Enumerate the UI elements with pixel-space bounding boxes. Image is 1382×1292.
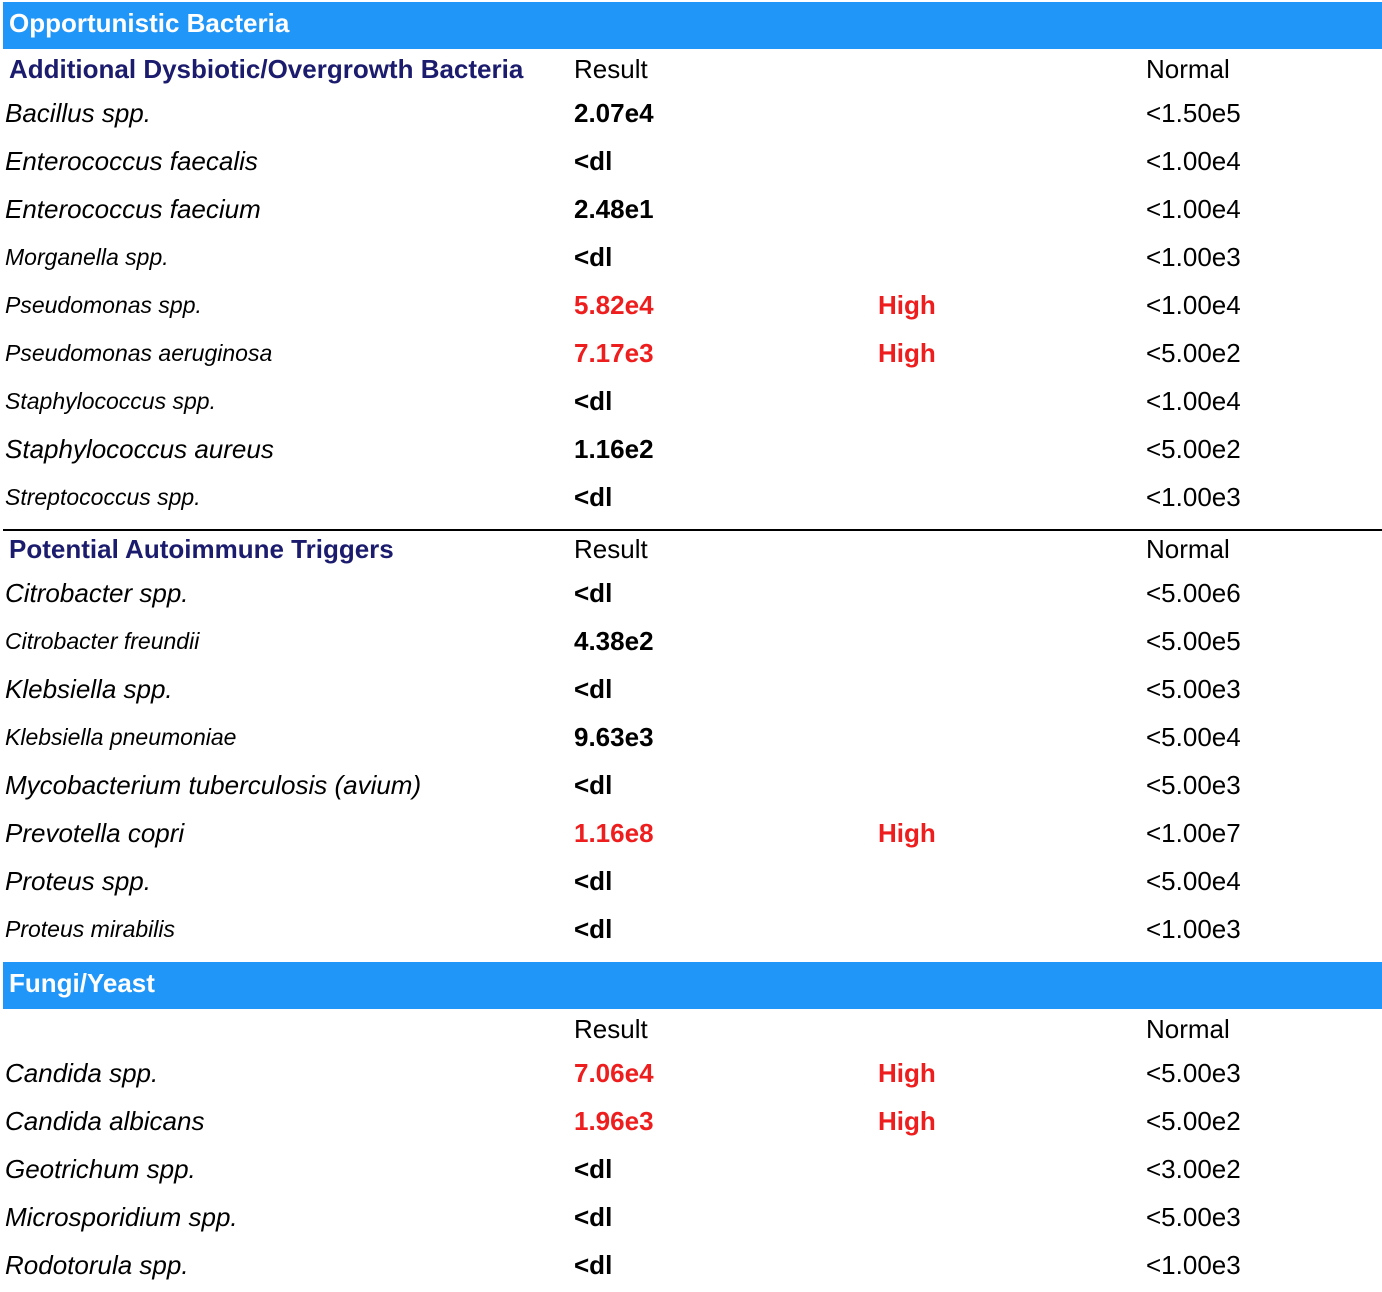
organism-name: Pseudomonas aeruginosa bbox=[5, 340, 273, 366]
result-value: <dl bbox=[574, 914, 613, 944]
organism-name: Klebsiella pneumoniae bbox=[5, 724, 237, 750]
organism-name: Mycobacterium tuberculosis (avium) bbox=[5, 770, 422, 800]
table-row bbox=[0, 714, 1382, 762]
normal-range: <5.00e3 bbox=[1146, 770, 1241, 800]
result-value: <dl bbox=[574, 674, 613, 704]
high-flag: High bbox=[878, 1058, 936, 1088]
normal-range: <1.00e4 bbox=[1146, 194, 1241, 224]
normal-range: <1.00e3 bbox=[1146, 914, 1241, 944]
high-flag: High bbox=[878, 290, 936, 320]
normal-range: <5.00e3 bbox=[1146, 1058, 1241, 1088]
table-row bbox=[0, 1242, 1382, 1290]
table-row bbox=[0, 378, 1382, 426]
result-value: 9.63e3 bbox=[574, 722, 654, 752]
organism-name: Klebsiella spp. bbox=[5, 674, 173, 704]
normal-range: <1.00e3 bbox=[1146, 482, 1241, 512]
organism-name: Proteus mirabilis bbox=[5, 916, 175, 942]
organism-name: Geotrichum spp. bbox=[5, 1154, 196, 1184]
result-value: 5.82e4 bbox=[574, 290, 654, 320]
normal-range: <1.00e4 bbox=[1146, 146, 1241, 176]
table-row bbox=[0, 1146, 1382, 1194]
subheading-autoimmune: Potential Autoimmune Triggers bbox=[9, 534, 394, 564]
organism-name: Enterococcus faecalis bbox=[5, 146, 258, 176]
result-value: 1.16e2 bbox=[574, 434, 654, 464]
high-flag: High bbox=[878, 338, 936, 368]
table-row bbox=[0, 762, 1382, 810]
table-row bbox=[0, 426, 1382, 474]
table-row bbox=[0, 906, 1382, 954]
organism-name: Rodotorula spp. bbox=[5, 1250, 189, 1280]
table-row bbox=[0, 90, 1382, 138]
organism-name: Morganella spp. bbox=[5, 244, 169, 270]
organism-name: Candida albicans bbox=[5, 1106, 205, 1136]
result-column-header: Result bbox=[574, 54, 648, 84]
organism-name: Prevotella copri bbox=[5, 818, 185, 848]
normal-column-header: Normal bbox=[1146, 54, 1230, 84]
organism-name: Citrobacter spp. bbox=[5, 578, 189, 608]
table-row bbox=[0, 858, 1382, 906]
normal-range: <3.00e2 bbox=[1146, 1154, 1241, 1184]
result-value: <dl bbox=[574, 242, 613, 272]
organism-name: Pseudomonas spp. bbox=[5, 292, 202, 318]
high-flag: High bbox=[878, 1106, 936, 1136]
subheading-dysbiotic: Additional Dysbiotic/Overgrowth Bacteria bbox=[9, 54, 524, 84]
table-header-autoimmune bbox=[0, 530, 1382, 570]
result-value: 1.96e3 bbox=[574, 1106, 654, 1136]
normal-range: <1.00e3 bbox=[1146, 1250, 1241, 1280]
result-column-header: Result bbox=[574, 1014, 648, 1044]
table-row bbox=[0, 1098, 1382, 1146]
result-value: 2.48e1 bbox=[574, 194, 654, 224]
organism-name: Staphylococcus spp. bbox=[5, 388, 216, 414]
table-row bbox=[0, 1194, 1382, 1242]
normal-range: <5.00e3 bbox=[1146, 674, 1241, 704]
table-row bbox=[0, 186, 1382, 234]
table-row bbox=[0, 474, 1382, 522]
normal-range: <5.00e3 bbox=[1146, 1202, 1241, 1232]
table-row bbox=[0, 282, 1382, 330]
table-row bbox=[0, 570, 1382, 618]
table-row bbox=[0, 810, 1382, 858]
result-value: 4.38e2 bbox=[574, 626, 654, 656]
organism-name: Proteus spp. bbox=[5, 866, 151, 896]
table-row bbox=[0, 330, 1382, 378]
result-value: 1.16e8 bbox=[574, 818, 654, 848]
normal-range: <1.00e3 bbox=[1146, 242, 1241, 272]
normal-column-header: Normal bbox=[1146, 1014, 1230, 1044]
result-value: <dl bbox=[574, 770, 613, 800]
organism-name: Bacillus spp. bbox=[5, 98, 151, 128]
table-header-fungi bbox=[0, 1010, 1382, 1050]
organism-name: Citrobacter freundii bbox=[5, 628, 200, 654]
organism-name: Enterococcus faecium bbox=[5, 194, 261, 224]
result-value: <dl bbox=[574, 482, 613, 512]
organism-name: Microsporidium spp. bbox=[5, 1202, 238, 1232]
result-value: <dl bbox=[574, 1250, 613, 1280]
table-row bbox=[0, 1050, 1382, 1098]
normal-range: <5.00e4 bbox=[1146, 866, 1241, 896]
section-banner-opportunistic-bacteria: Opportunistic Bacteria bbox=[3, 2, 1382, 49]
result-value: <dl bbox=[574, 386, 613, 416]
result-value: <dl bbox=[574, 1202, 613, 1232]
table-row bbox=[0, 138, 1382, 186]
high-flag: High bbox=[878, 818, 936, 848]
result-value: 2.07e4 bbox=[574, 98, 654, 128]
table-row bbox=[0, 234, 1382, 282]
normal-range: <5.00e6 bbox=[1146, 578, 1241, 608]
organism-name: Streptococcus spp. bbox=[5, 484, 201, 510]
result-value: 7.17e3 bbox=[574, 338, 654, 368]
result-column-header: Result bbox=[574, 534, 648, 564]
normal-range: <1.00e4 bbox=[1146, 386, 1241, 416]
normal-range: <5.00e2 bbox=[1146, 1106, 1241, 1136]
result-value: <dl bbox=[574, 578, 613, 608]
result-value: <dl bbox=[574, 866, 613, 896]
table-header-dysbiotic bbox=[0, 50, 1382, 90]
section-banner-fungi-yeast: Fungi/Yeast bbox=[3, 962, 1382, 1009]
result-value: <dl bbox=[574, 1154, 613, 1184]
result-value: <dl bbox=[574, 146, 613, 176]
normal-range: <5.00e5 bbox=[1146, 626, 1241, 656]
table-row bbox=[0, 618, 1382, 666]
normal-range: <1.00e7 bbox=[1146, 818, 1241, 848]
normal-range: <1.00e4 bbox=[1146, 290, 1241, 320]
normal-column-header: Normal bbox=[1146, 534, 1230, 564]
normal-range: <5.00e2 bbox=[1146, 434, 1241, 464]
normal-range: <1.50e5 bbox=[1146, 98, 1241, 128]
organism-name: Candida spp. bbox=[5, 1058, 159, 1088]
organism-name: Staphylococcus aureus bbox=[5, 434, 274, 464]
normal-range: <5.00e2 bbox=[1146, 338, 1241, 368]
result-value: 7.06e4 bbox=[574, 1058, 654, 1088]
table-row bbox=[0, 666, 1382, 714]
normal-range: <5.00e4 bbox=[1146, 722, 1241, 752]
